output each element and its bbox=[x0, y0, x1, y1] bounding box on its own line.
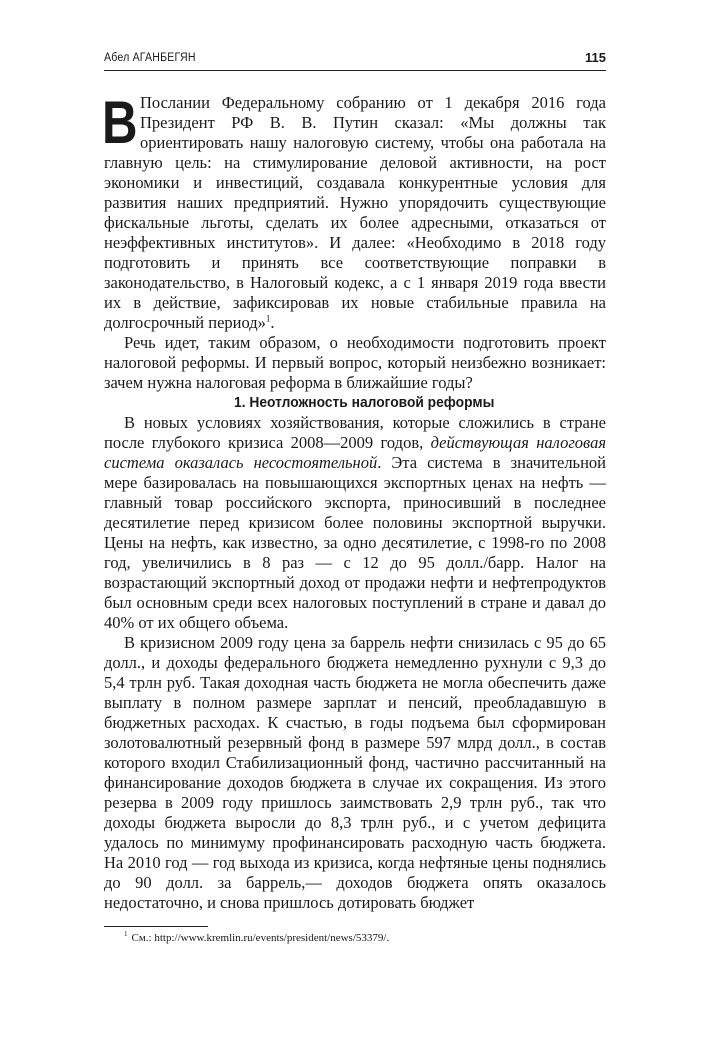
footnote bbox=[124, 931, 604, 945]
paragraph-intro-text: Послании Федеральному собранию от 1 декабря 2016 года Президент РФ В. В. Путин сказал: «Мы должны так ориентировать нашу налоговую систему, чтобы она работала на главную цель: на стимулирование деловой активности, на рост экономики и инвестиций, создавала конкурентные условия для развития наших предприятий. Нужно упорядочить существующие фискальные льготы, сделать их более адресными, отказаться от неэффективных институтов». И далее: «Необходимо в 2018 году подготовить и принять все соответствующие поправки в законодательство, в Налоговый кодекс, а с 1 января 2019 года ввести их в действие, зафиксировав их новые стабильные правила на долгосрочный период» bbox=[104, 93, 606, 332]
drop-cap: В bbox=[102, 89, 138, 156]
section-heading: 1. Неотложность налоговой реформы bbox=[234, 394, 495, 411]
footnote-reference: 1 bbox=[265, 313, 271, 324]
paragraph-2: Речь идет, таким образом, о необходимости подготовить проект налоговой реформы. И первый вопрос, который неизбежно возникает: зачем нужна налоговая реформа в ближайшие годы? bbox=[104, 333, 606, 392]
paragraph-intro-end: . bbox=[270, 313, 275, 332]
paragraph-4: В кризисном 2009 году цена за баррель нефти снизилась с 95 до 65 долл., и доходы федерального бюджета немедленно рухнули с 9,3 до 5,4 трлн руб. Такая доходная часть бюджета не могла обеспечить даже выплату в полном размере зарплат и пенсий, преобладавшую в бюджетных расходах. К счастью, в годы подъема был сформирован золотовалютный резервный фонд в размере 597 млрд долл., в состав которого входил Стабилизационный фонд, частично рассчитанный на финансирование доходов бюджета в случае их сокращения. Из этого резерва в 2009 году пришлось заимствовать 2,9 трлн руб., так что доходы бюджета выросли до 8,3 трлн руб., и с учетом дефицита удалось по минимуму профинансировать расходную часть бюджета. На 2010 год — год выхода из кризиса, когда нефтяные цены поднялись до 90 долл. за баррель,— доходов бюджета опять оказалось недостаточно, и снова пришлось дотировать бюджет bbox=[104, 633, 606, 912]
paragraph-3 bbox=[104, 413, 606, 633]
paragraph-3-emphasis: действующая налоговая система оказалась несостоятельной bbox=[104, 433, 606, 472]
paragraph-intro bbox=[102, 89, 606, 333]
main-text bbox=[102, 89, 606, 913]
page-number: 115 bbox=[585, 50, 606, 65]
paragraph-3-rest: . Эта система в значительной мере базировалась на повышающихся экспортных ценах на нефть — главный товар российского экспорта, приносивший в последнее десятилетие перед кризисом более половины экспортной выручки. Цены на нефть, как известно, за одно десятилетие, с 1998-го по 2008 год, увеличились в 8 раз — с 12 до 95 долл./барр. Налог на возрастающий экспортный доход от продажи нефти и нефтепродуктов был основным среди всех налоговых поступлений в стране и давал до 40% от их общего объема. bbox=[104, 453, 606, 632]
running-header bbox=[104, 50, 606, 71]
header-author: Абел АГАНБЕГЯН bbox=[104, 52, 196, 64]
paragraph-3-start: В новых условиях хозяйствования, которые сложились в стране после глубокого кризиса 2008—2009 годов, bbox=[104, 413, 606, 452]
footnote-mark: 1 bbox=[124, 930, 128, 939]
footnote-divider bbox=[104, 926, 208, 927]
footnote-text: См.: http://www.kremlin.ru/events/president/news/53379/. bbox=[131, 932, 390, 944]
